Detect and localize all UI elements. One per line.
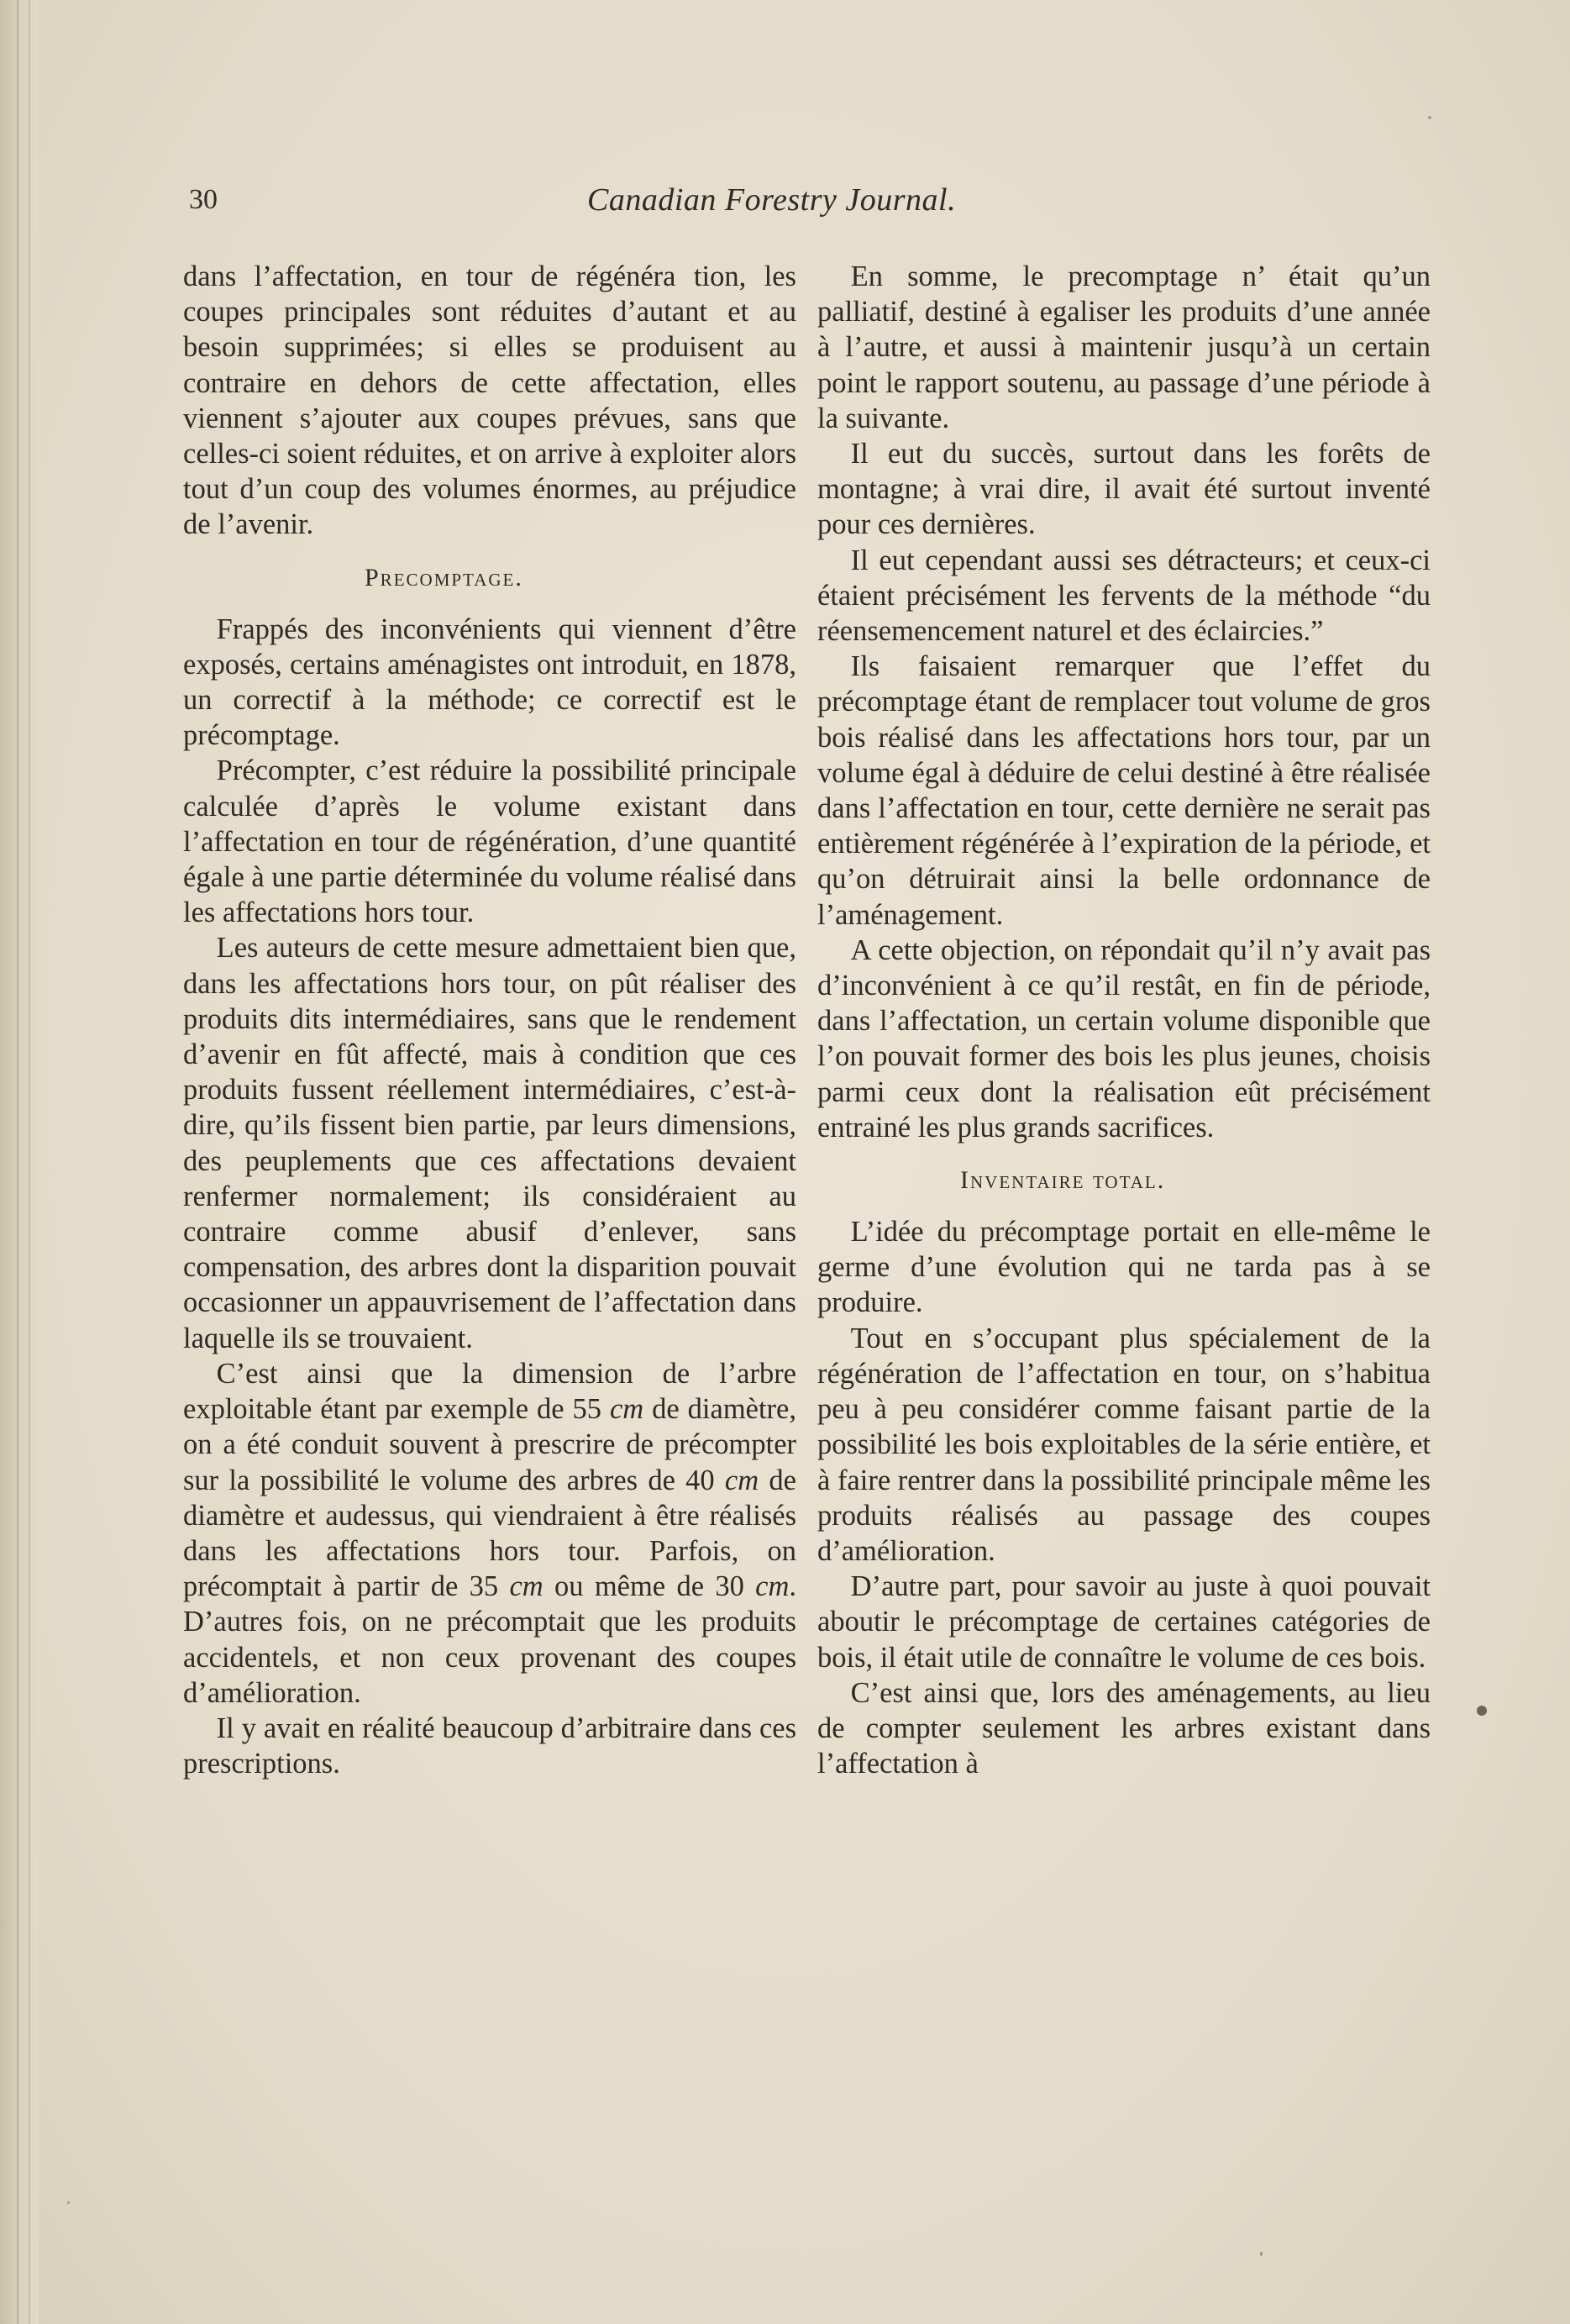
page-header [181, 178, 1390, 229]
paper-speck [67, 2201, 70, 2204]
paragraph: A cette objection, on répondait qu’il n’y avait pas d’inconvénient à ce qu’il restât, en fin de période, dans l’affectation, un certain volume disponible que l’on pouvait former des bois les plus jeunes, choisis parmi ceux dont la réalisation eût précisément entrainé les plus grands sacrifices. [817, 933, 1431, 1144]
paragraph: Les auteurs de cette mesure admettaient bien que, dans les affectations hors tour, on pût réaliser des produits dits intermédiaires, sans que le rendement d’avenir en fût affecté, mais à condition que ces produits fussent réellement intermédiaires, c’est-à-dire, qu’ils fissent bien partie, par leurs dimensions, des peuplements que ces affectations devaient renfermer normalement; ils considéraient au contraire comme abusif d’enlever, sans compensation, des arbres dont la disparition pouvait occasionner un appauvrisement de l’affectation dans laquelle ils se trouvaient. [183, 932, 796, 1354]
paragraph: C’est ainsi que, lors des aménagements, au lieu de compter seulement les arbres existant dans l’affectation à [817, 1676, 1431, 1780]
right-column [817, 259, 1431, 1781]
running-title: Canadian Forestry Journal. [587, 182, 957, 218]
section-heading-precomptage: Precomptage. [365, 563, 523, 592]
text-run: . D’autres fois, on ne précomptait que les produits accidentels, et non ceux provenant des coupes d’amélioration. [183, 1570, 796, 1709]
paragraph: Précompter, c’est réduire la possibilité principale calculée d’après le volume existant dans l’affectation en tour de régénération, d’une quantité égale à une partie déterminée du volume réalisé dans les affectations hors tour. [183, 755, 796, 929]
unit-cm: cm [609, 1393, 644, 1426]
binding-line [29, 0, 30, 2324]
text-run: de diamètre, on a été conduit souvent à prescrire de précompter sur la possibilité le volume des arbres de 40 [183, 1393, 796, 1496]
paragraph: L’idée du précomptage portait en elle-même le germe d’une évolution qui ne tarda pas à se produire. [817, 1216, 1431, 1319]
unit-cm: cm [724, 1464, 759, 1496]
paragraph: Tout en s’occupant plus spécialement de la régénération de l’affectation en tour, on s’habitua peu à peu considérer comme faisant partie de la possibilité les bois exploitables de la série entière, et à faire rentrer dans la possibilité principale même les produits réalisés au passage des coupes d’amélioration. [817, 1322, 1431, 1567]
paragraph: dans l’affectation, en tour de régénéra tion, les coupes principales sont réduites d’autant et au besoin supprimées; si elles se produisent au contraire en dehors de cette affectation, elles viennent s’ajouter aux coupes prévues, sans que celles-ci soient réduites, et on arrive à exploiter alors tout d’un coup des volumes énormes, au préjudice de l’avenir. [183, 260, 796, 541]
unit-cm: cm [755, 1570, 790, 1603]
binding-line [17, 0, 18, 2324]
paragraph: Ils faisaient remarquer que l’effet du précomptage étant de remplacer tout volume de gros bois réalisé dans les affectations hors tour, par un volume égal à déduire de celui destiné à être réalisée dans l’affectation en tour, cette dernière ne serait pas entièrement régénérée à l’expiration de la période, et qu’on détruirait ainsi la belle ordonnance de l’aménagement. [817, 650, 1431, 931]
paper-speck [1477, 1706, 1487, 1716]
paragraph [183, 1356, 796, 1711]
paragraph: Il eut cependant aussi ses détracteurs; et ceux-ci étaient précisément les fervents de la méthode “du réensemencement naturel et des éclaircies.” [817, 544, 1431, 648]
paper-speck [1428, 116, 1431, 119]
paragraph: Il eut du succès, surtout dans les forêts de montagne; à vrai dire, il avait été surtout inventé pour ces dernières. [817, 438, 1431, 541]
text-run: de diamètre et audessus, qui viendraient à être réalisés dans les affectations hors tour. Parfois, on précomptait à partir de 35 [183, 1464, 796, 1603]
paragraph: D’autre part, pour savoir au juste à quoi pouvait aboutir le précomptage de certaines catégories de bois, il était utile de connaître le volume de ces bois. [817, 1570, 1431, 1674]
left-column [183, 259, 796, 1781]
text-run: C’est ainsi que la dimension de l’arbre exploitable étant par exemple de 55 [183, 1357, 796, 1426]
page-number: 30 [189, 184, 218, 215]
paragraph: Frappés des inconvénients qui viennent d’être exposés, certains aménagistes ont introduit, en 1878, un correctif à la méthode; ce correctif est le précomptage. [183, 613, 796, 752]
paper-speck [1260, 2252, 1263, 2256]
unit-cm: cm [509, 1570, 543, 1603]
binding-edge [0, 0, 39, 2324]
section-heading-inventaire-total: Inventaire total. [960, 1166, 1166, 1195]
paragraph: Il y avait en réalité beaucoup d’arbitraire dans ces prescriptions. [183, 1711, 796, 1780]
text-run: ou même de 30 [543, 1570, 756, 1603]
paragraph: En somme, le precomptage n’ était qu’un palliatif, destiné à egaliser les produits d’une année à l’autre, et aussi à maintenir jusqu’à un certain point le rapport soutenu, au passage d’une période à la suivante. [817, 260, 1431, 434]
